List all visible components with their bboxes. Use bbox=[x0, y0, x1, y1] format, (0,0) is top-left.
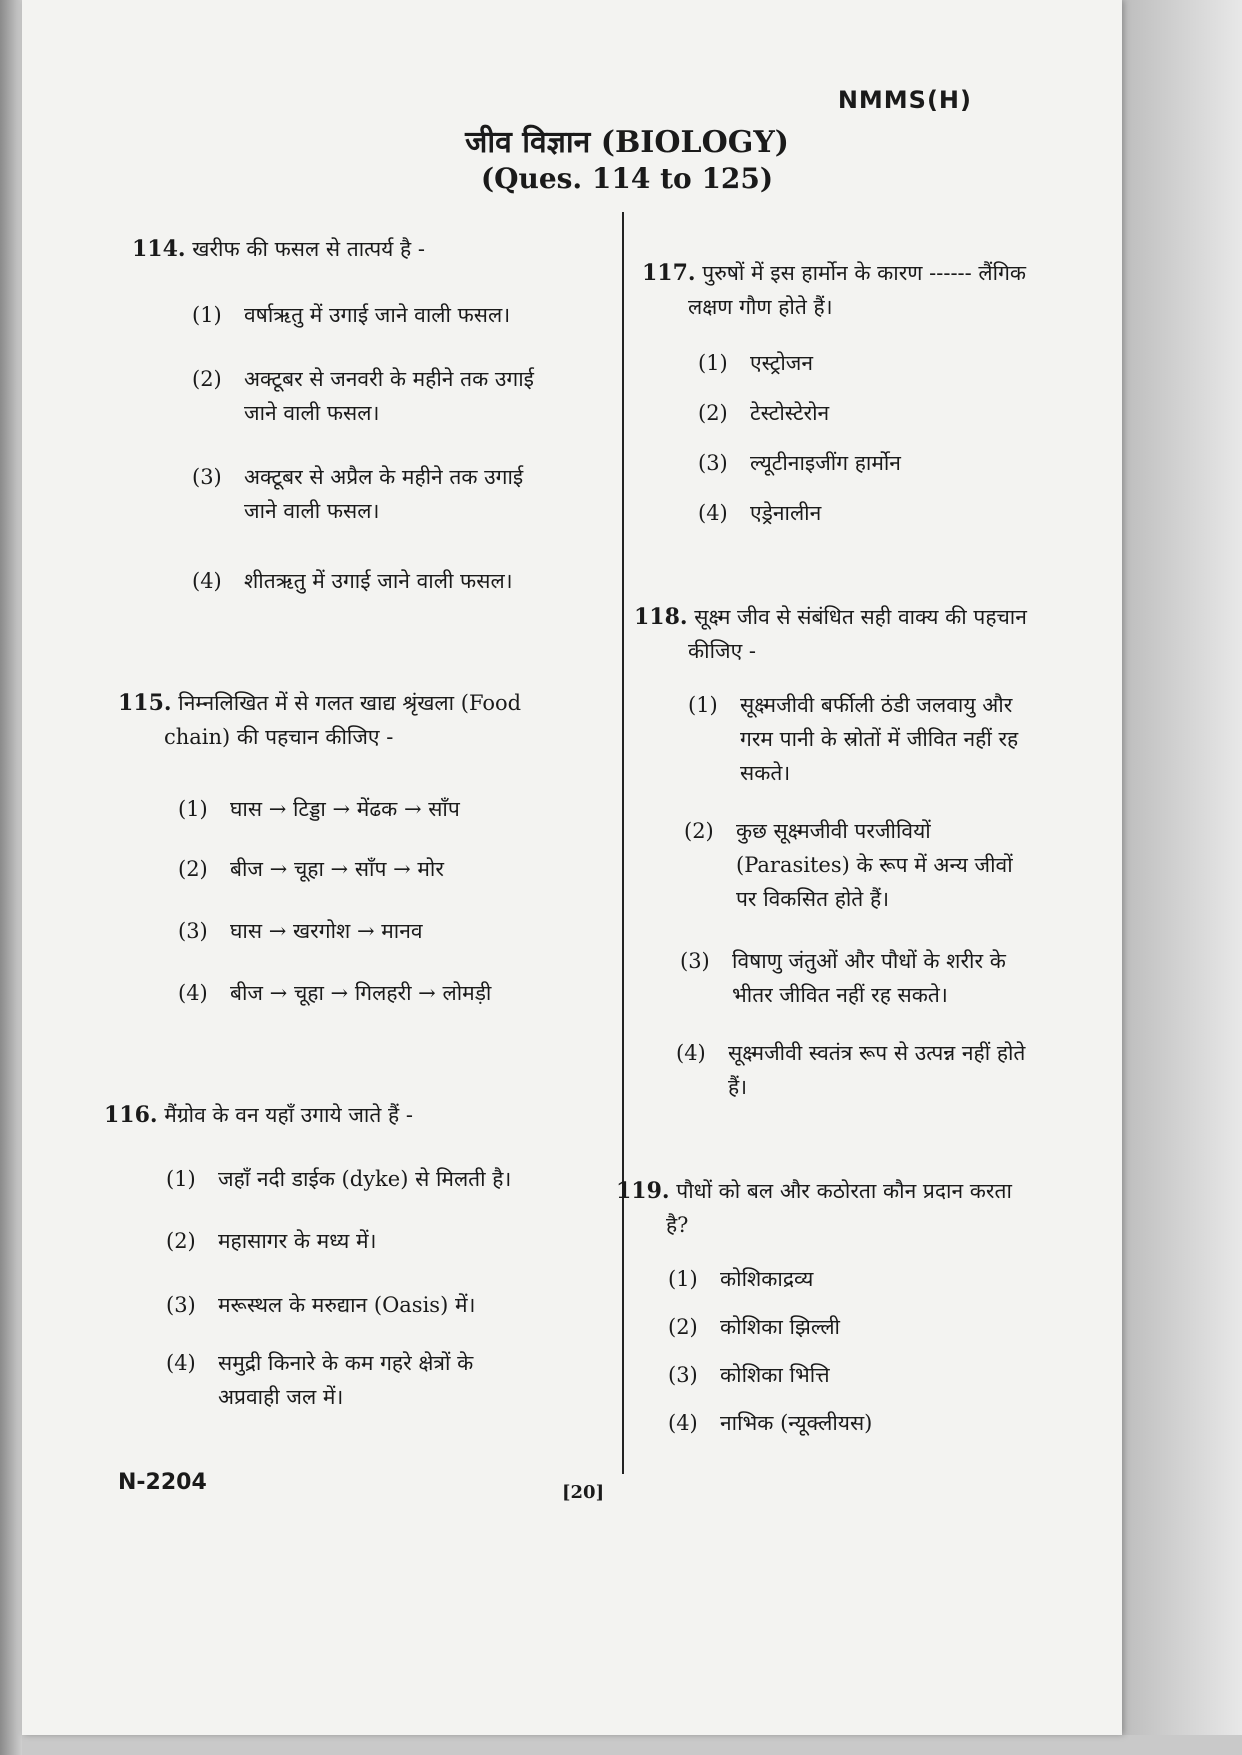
question-text-line1: पौधों को बल और कठोरता कौन प्रदान करता bbox=[676, 1179, 1012, 1203]
option-118-3[interactable]: (3) विषाणु जंतुओं और पौधों के शरीर के भीतर जीवित नहीं रह सकते। bbox=[680, 949, 1006, 1007]
page-number: [20] bbox=[562, 1482, 605, 1503]
booklet-code: N-2204 bbox=[118, 1470, 207, 1495]
question-text: मैंग्रोव के वन यहाँ उगाये जाते हैं - bbox=[164, 1103, 413, 1127]
section-title: जीव विज्ञान (BIOLOGY) bbox=[465, 125, 789, 160]
question-text-line1: निम्नलिखित में से गलत खाद्य श्रृंखला (Food bbox=[178, 691, 522, 715]
option-117-2[interactable]: (2) टेस्टोस्टेरोन bbox=[698, 401, 830, 425]
question-number: 117. bbox=[642, 260, 696, 286]
option-116-1[interactable]: (1) जहाँ नदी डाईक (dyke) से मिलती है। bbox=[166, 1167, 512, 1191]
question-number: 116. bbox=[104, 1102, 158, 1128]
option-117-1[interactable]: (1) एस्ट्रोजन bbox=[698, 351, 814, 375]
question-text-line2: कीजिए - bbox=[688, 639, 756, 663]
section-subtitle: (Ques. 114 to 125) bbox=[480, 162, 774, 195]
question-text-line2: है? bbox=[666, 1213, 689, 1237]
option-115-1[interactable]: (1) घास → टिड्डा → मेंढक → साँप bbox=[178, 797, 460, 821]
question-text: खरीफ की फसल से तात्पर्य है - bbox=[192, 237, 425, 261]
question-text-line1: पुरुषों में इस हार्मोन के कारण ------ लैंगिक bbox=[702, 261, 1027, 285]
option-114-1[interactable]: (1) वर्षाऋतु में उगाई जाने वाली फसल। bbox=[192, 303, 511, 327]
option-119-4[interactable]: (4) नाभिक (न्यूक्लीयस) bbox=[668, 1411, 873, 1435]
question-115 bbox=[118, 686, 521, 754]
option-114-4[interactable]: (4) शीतऋतु में उगाई जाने वाली फसल। bbox=[192, 569, 513, 593]
option-119-2[interactable]: (2) कोशिका झिल्ली bbox=[668, 1315, 840, 1339]
option-117-3[interactable]: (3) ल्यूटीनाइजींग हार्मोन bbox=[698, 451, 901, 475]
option-118-1[interactable]: (1) सूक्ष्मजीवी बर्फीली ठंडी जलवायु और गरम पानी के स्रोतों में जीवित नहीं रह सकते। bbox=[688, 693, 1019, 785]
option-116-3[interactable]: (3) मरूस्थल के मरुद्यान (Oasis) में। bbox=[166, 1293, 476, 1317]
option-117-4[interactable]: (4) एड्रेनालीन bbox=[698, 501, 822, 525]
question-119 bbox=[616, 1174, 1012, 1242]
question-text-line1: सूक्ष्म जीव से संबंधित सही वाक्य की पहचान bbox=[694, 605, 1027, 629]
option-118-2[interactable]: (2) कुछ सूक्ष्मजीवी परजीवियों (Parasites) के रूप में अन्य जीवों पर विकसित होते हैं। bbox=[684, 819, 1013, 911]
option-116-2[interactable]: (2) महासागर के मध्य में। bbox=[166, 1229, 377, 1253]
question-116 bbox=[104, 1098, 413, 1132]
option-119-3[interactable]: (3) कोशिका भित्ति bbox=[668, 1363, 830, 1387]
option-115-4[interactable]: (4) बीज → चूहा → गिलहरी → लोमड़ी bbox=[178, 981, 492, 1005]
column-divider bbox=[622, 212, 624, 1474]
question-number: 115. bbox=[118, 690, 172, 716]
paper-code: NMMS(H) bbox=[837, 86, 972, 114]
question-number: 119. bbox=[616, 1178, 670, 1204]
option-114-3[interactable]: (3) अक्टूबर से अप्रैल के महीने तक उगाई जाने वाली फसल। bbox=[192, 465, 524, 523]
question-118 bbox=[634, 600, 1027, 668]
scan-shadow bbox=[1122, 0, 1242, 1755]
question-number: 114. bbox=[132, 236, 186, 262]
option-118-4[interactable]: (4) सूक्ष्मजीवी स्वतंत्र रूप से उत्पन्न नहीं होते हैं। bbox=[676, 1041, 1026, 1099]
exam-page bbox=[22, 0, 1122, 1735]
question-number: 118. bbox=[634, 604, 688, 630]
question-117 bbox=[642, 256, 1026, 324]
question-114 bbox=[132, 232, 425, 266]
question-text-line2: लक्षण गौण होते हैं। bbox=[688, 295, 833, 319]
scan-bottom bbox=[22, 1735, 1242, 1755]
option-115-3[interactable]: (3) घास → खरगोश → मानव bbox=[178, 919, 423, 943]
question-text-line2: chain) की पहचान कीजिए - bbox=[164, 725, 394, 749]
option-115-2[interactable]: (2) बीज → चूहा → साँप → मोर bbox=[178, 857, 444, 881]
scan-edge bbox=[0, 0, 22, 1755]
option-116-4[interactable]: (4) समुद्री किनारे के कम गहरे क्षेत्रों के अप्रवाही जल में। bbox=[166, 1351, 474, 1409]
option-119-1[interactable]: (1) कोशिकाद्रव्य bbox=[668, 1267, 814, 1291]
option-114-2[interactable]: (2) अक्टूबर से जनवरी के महीने तक उगाई जाने वाली फसल। bbox=[192, 367, 534, 425]
